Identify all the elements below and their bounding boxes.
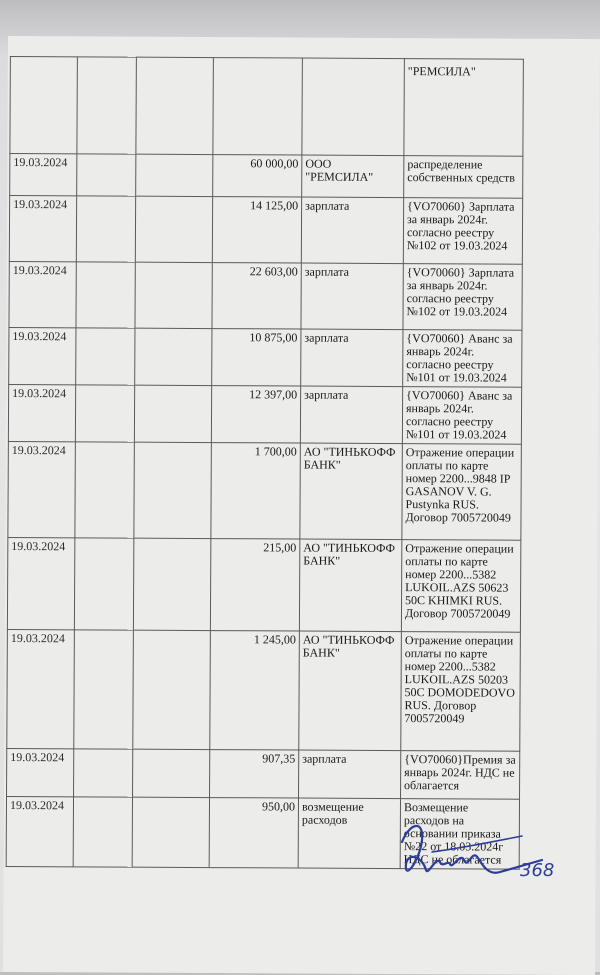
- empty-cell: [135, 262, 212, 328]
- amount-cell: 14 125,00: [212, 197, 301, 263]
- empty-cell: [74, 538, 133, 630]
- date-cell: 19.03.2024: [9, 196, 76, 262]
- table-row: [7, 749, 520, 800]
- empty-cell: [75, 442, 135, 538]
- empty-cell: [76, 328, 135, 385]
- empty-cell: [73, 797, 132, 867]
- empty-cell: [133, 538, 210, 630]
- date-cell: 19.03.2024: [7, 749, 74, 797]
- amount-cell: 1 700,00: [211, 443, 301, 539]
- table-row: [9, 196, 522, 265]
- empty-cell: [133, 749, 210, 797]
- empty-cell: [76, 262, 135, 328]
- table-row: [10, 154, 523, 199]
- amount-cell: 950,00: [209, 798, 298, 868]
- empty-cell: [133, 630, 211, 749]
- date-cell: 19.03.2024: [10, 154, 77, 196]
- date-cell: 19.03.2024: [8, 442, 76, 538]
- table-row: [9, 262, 522, 331]
- empty-cell: [136, 154, 213, 196]
- counterparty-cell: возмещение расходов: [298, 798, 400, 869]
- empty-cell: [75, 385, 134, 442]
- ledger-table: [6, 56, 524, 870]
- table-row: [7, 630, 521, 752]
- date-cell: 19.03.2024: [9, 328, 76, 385]
- amount-cell: 12 397,00: [211, 386, 300, 443]
- empty-cell: [74, 630, 134, 749]
- empty-cell: [135, 196, 212, 262]
- date-cell: [10, 57, 78, 154]
- empty-cell: [132, 797, 209, 867]
- purpose-cell: {VO70060} Аванс за январь 2024г. согласно реестру №101 от 19.03.2024: [403, 330, 522, 388]
- amount-cell: 10 875,00: [212, 329, 301, 386]
- purpose-cell: {VO70060} Зарплата за январь 2024г. согласно реестру №102 от 19.03.2024: [403, 264, 522, 331]
- table-row: [8, 385, 521, 445]
- counterparty-cell: зарплата: [300, 386, 402, 444]
- counterparty-cell: зарплата: [301, 197, 403, 264]
- purpose-cell: {VO70060} Аванс за январь 2024г. согласно реестру №101 от 19.03.2024: [402, 387, 521, 445]
- empty-cell: [77, 154, 136, 196]
- purpose-cell: {VO70060}Премия за январь 2024г. НДС не облагается: [401, 751, 520, 800]
- counterparty-cell: зарплата: [301, 263, 403, 330]
- counterparty-cell: ООО "РЕМСИЛА": [302, 155, 404, 198]
- table-row: [7, 538, 520, 633]
- counterparty-cell: [302, 58, 405, 156]
- amount-cell: [213, 58, 303, 155]
- date-cell: 19.03.2024: [7, 538, 74, 630]
- page-number: 368: [520, 860, 555, 881]
- purpose-cell: Отражение операции оплаты по карте номер 2200...5382 LUKOIL.AZS 50623 50C KHIMKI RUS. Договор 7005720049: [401, 540, 520, 633]
- table-row: [9, 328, 522, 388]
- counterparty-cell: АО "ТИНЬКОФФ БАНК": [299, 539, 401, 632]
- table-row: [10, 57, 524, 157]
- counterparty-cell: зарплата: [299, 750, 401, 799]
- amount-cell: 60 000,00: [213, 155, 302, 197]
- counterparty-cell: АО "ТИНЬКОФФ БАНК": [299, 631, 402, 751]
- date-cell: 19.03.2024: [9, 262, 76, 328]
- empty-cell: [135, 328, 212, 385]
- empty-cell: [77, 57, 137, 154]
- purpose-cell: [404, 59, 524, 157]
- empty-cell: [136, 57, 214, 154]
- purpose-cell: распределение собственных средств: [404, 156, 523, 199]
- purpose-cell: Отражение операции оплаты по карте номер 2200...9848 IP GASANOV V. G. Pustynka RUS. Договор 7005720049: [402, 444, 522, 541]
- amount-cell: 215,00: [210, 539, 299, 631]
- date-cell: 19.03.2024: [7, 630, 75, 749]
- amount-cell: 1 245,00: [210, 631, 300, 750]
- counterparty-cell: АО "ТИНЬКОФФ БАНК": [300, 443, 403, 540]
- purpose-cell: Отражение операции оплаты по карте номер 2200...5382 LUKOIL.AZS 50203 50C DOMODEDOVO RUS. Договор 7005720049: [401, 632, 521, 752]
- amount-cell: 22 603,00: [212, 263, 301, 329]
- empty-cell: [74, 749, 133, 797]
- amount-cell: 907,35: [210, 750, 299, 798]
- table-row: [8, 442, 521, 541]
- header-fragment: "РЕМСИЛА": [407, 64, 476, 79]
- signature-mark: [392, 812, 592, 912]
- purpose-cell: Возмещение расходов на основании приказа №22 от 18.03.2024г НДС не облагается: [400, 799, 519, 870]
- empty-cell: [76, 196, 135, 262]
- empty-cell: [134, 385, 211, 442]
- purpose-cell: {VO70060} Зарплата за январь 2024г. согласно реестру №102 от 19.03.2024: [403, 198, 522, 265]
- counterparty-cell: зарплата: [301, 329, 403, 387]
- date-cell: 19.03.2024: [6, 797, 73, 867]
- empty-cell: [134, 442, 212, 538]
- date-cell: 19.03.2024: [8, 385, 75, 442]
